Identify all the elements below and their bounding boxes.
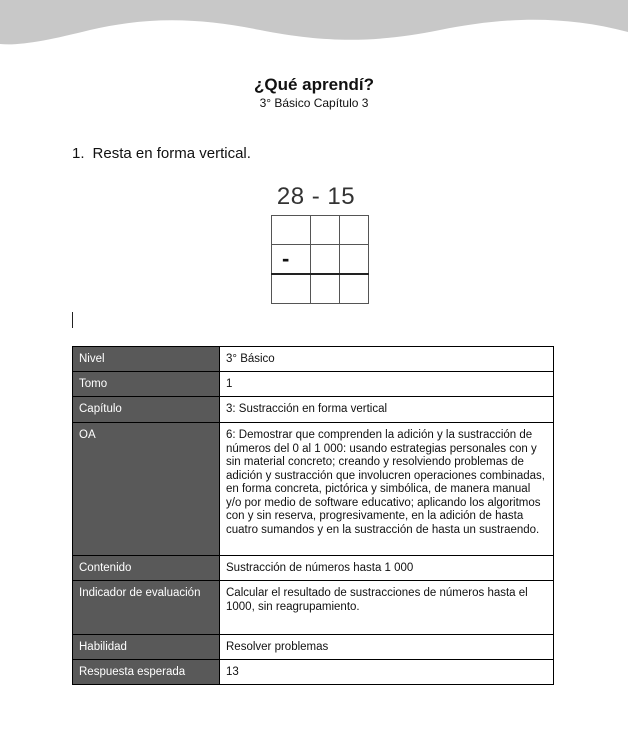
- curriculum-info-table: [72, 346, 554, 685]
- subtraction-operation: 28 - 15: [276, 183, 356, 210]
- row-value: 13: [220, 660, 554, 685]
- row-label: Habilidad: [73, 635, 220, 660]
- grid-cell[interactable]: [340, 245, 369, 275]
- question-1: [72, 145, 251, 162]
- row-value: Calcular el resultado de sustracciones de números hasta el 1000, sin reagrupamiento.: [220, 581, 554, 635]
- grid-cell[interactable]: [340, 216, 369, 245]
- grid-cell[interactable]: [311, 245, 340, 275]
- row-label: OA: [73, 423, 220, 556]
- table-row: [73, 660, 554, 685]
- grid-answer-cell[interactable]: [340, 274, 369, 304]
- question-number: 1.: [72, 145, 85, 162]
- table-row: [73, 347, 554, 372]
- page-title: ¿Qué aprendí?: [254, 75, 374, 94]
- table-row: [73, 556, 554, 581]
- grid-answer-cell[interactable]: [311, 274, 340, 304]
- grid-cell[interactable]: [311, 216, 340, 245]
- table-row: [73, 581, 554, 635]
- table-row: [73, 372, 554, 397]
- row-label: Contenido: [73, 556, 220, 581]
- row-label: Capítulo: [73, 397, 220, 423]
- table-row: [73, 397, 554, 423]
- page-subtitle: 3° Básico Capítulo 3: [259, 96, 369, 110]
- row-value: 6: Demostrar que comprenden la adición y la sustracción de números del 0 al 1 000: usando estrategias personales con y sin material concreto; creando y resolviendo problemas de adición y sustracción que involucren operaciones combinadas, en forma concreta, pictórica y simbólica, de manera manual y/o por medio de software educativo; aplicando los algoritmos con y sin reserva, progresivamente, en la adición de hasta cuatro sumandos y en la sustracción de hasta un sustraendo.: [220, 423, 554, 556]
- table-row: [73, 635, 554, 660]
- grid-cell[interactable]: [272, 216, 311, 245]
- text-cursor: [72, 312, 73, 328]
- question-text: Resta en forma vertical.: [92, 145, 251, 162]
- row-value: Sustracción de números hasta 1 000: [220, 556, 554, 581]
- row-label: Tomo: [73, 372, 220, 397]
- row-label: Respuesta esperada: [73, 660, 220, 685]
- vertical-subtraction-grid: [271, 215, 369, 304]
- row-label: Indicador de evaluación: [73, 581, 220, 635]
- grid-answer-cell[interactable]: [272, 274, 311, 304]
- row-value: Resolver problemas: [220, 635, 554, 660]
- grid-minus-sign: -: [272, 245, 311, 275]
- row-value: 1: [220, 372, 554, 397]
- row-label: Nivel: [73, 347, 220, 372]
- row-value: 3° Básico: [220, 347, 554, 372]
- row-value: 3: Sustracción en forma vertical: [220, 397, 554, 423]
- header-wave-decoration: [0, 0, 628, 60]
- table-row: [73, 423, 554, 556]
